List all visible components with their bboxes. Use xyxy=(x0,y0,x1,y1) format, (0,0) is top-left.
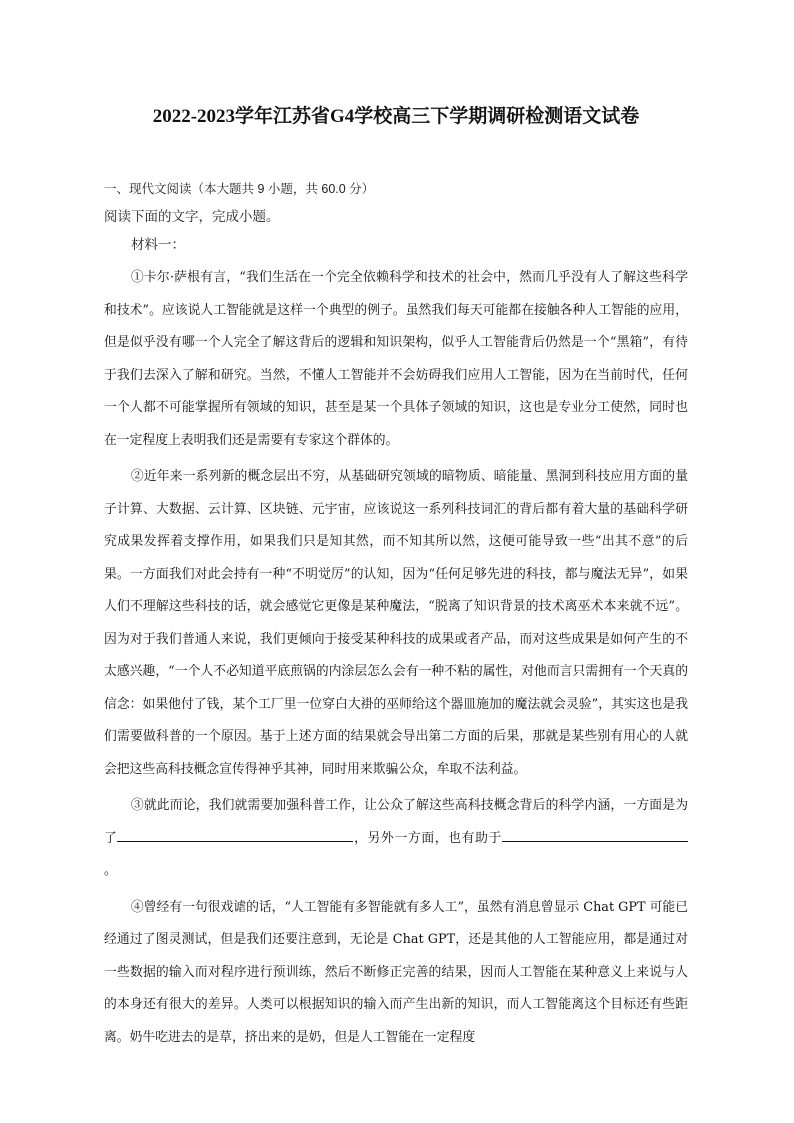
section-heading: 一、现代文阅读（本大题共 9 小题，共 60.0 分） xyxy=(104,182,375,196)
paragraph-3-text-2: ，另外一方面，也有助于 xyxy=(353,830,503,846)
paragraph-1: ①卡尔·萨根有言，“我们生活在一个完全依赖科学和技术的社会中，然而几乎没有人了解这些科学和技术”。应该说人工智能就是这样一个典型的例子。虽然我们每天可能都在接触各种人工智能的应用，但是似乎没有哪一个人完全了解这背后的逻辑和知识架构，似乎人工智能背后仍然是一个“黑箱”，有待于我们去深入了解和研究。当然，不懂人工智能并不会妨碍我们应用人工智能，因为在当前时代，任何一个人都不可能掌握所有领域的知识，甚至是某一个具体子领域的知识，这也是专业分工使然，同时也在一定程度上表明我们还是需要有专家这个群体的。 xyxy=(104,270,688,448)
paragraph-4: ④曾经有一句很戏谑的话，“人工智能有多智能就有多人工”，虽然有消息曾显示 Chat GPT 可能已经通过了图灵测试，但是我们还要注意到，无论是 Chat GPT，还是其他的人工智能应用，都是通过对一些数据的输入而对程序进行预训练，然后不断修正完善的结果，因而人工智能在某种意义上来说与人的本身还有很大的差异。人类可以根据知识的输入而产生出新的知识，而人工智能离这个目标还有些距离。奶牛吃进去的是草，挤出来的是奶，但是人工智能在一定程度 xyxy=(104,899,688,1045)
exam-title: 2022-2023学年江苏省G4学校高三下学期调研检测语文试卷 xyxy=(152,106,640,127)
paragraph-3-text-3: 。 xyxy=(104,863,117,878)
answer-blank-1[interactable] xyxy=(117,827,353,842)
reading-instruction: 阅读下面的文字，完成小题。 xyxy=(104,209,280,224)
paragraph-3-text-1: ③就此而论，我们就需要加强科普工作，让公众了解这些高科技概念背后的科学内涵，一方面是为了 xyxy=(104,798,688,846)
paragraph-2: ②近年来一系列新的概念层出不穷，从基础研究领域的暗物质、暗能量、黑洞到科技应用方面的量子计算、大数据、云计算、区块链、元宇宙，应该说这一系列科技词汇的背后都有着大量的基础科学研究成果发挥着支撑作用，如果我们只是知其然，而不知其所以然，这便可能导致一些“出其不意”的后果。一方面我们对此会持有一种“不明觉厉”的认知，因为“任何足够先进的科技，都与魔法无异”，如果人们不理解这些科技的话，就会感觉它更像是某种魔法，“脱离了知识背景的技术离巫术本来就不远”。因为对于我们普通人来说，我们更倾向于接受某种科技的成果或者产品，而对这些成果是如何产生的不太感兴趣，“一个人不必知道平底煎锅的内涂层怎么会有一种不粘的属性，对他而言只需拥有一个天真的信念：如果他付了钱，某个工厂里一位穿白大褂的巫师给这个器皿施加的魔法就会灵验”，其实这也是我们需要做科普的一个原因。基于上述方面的结果就会导出第二方面的后果，那就是某些别有用心的人就会把这些高科技概念宣传得神乎其神，同时用来欺骗公众，牟取不法利益。 xyxy=(104,469,688,777)
paragraph-3 xyxy=(104,790,688,888)
material-label: 材料一： xyxy=(131,237,185,252)
answer-blank-2[interactable] xyxy=(502,827,688,842)
